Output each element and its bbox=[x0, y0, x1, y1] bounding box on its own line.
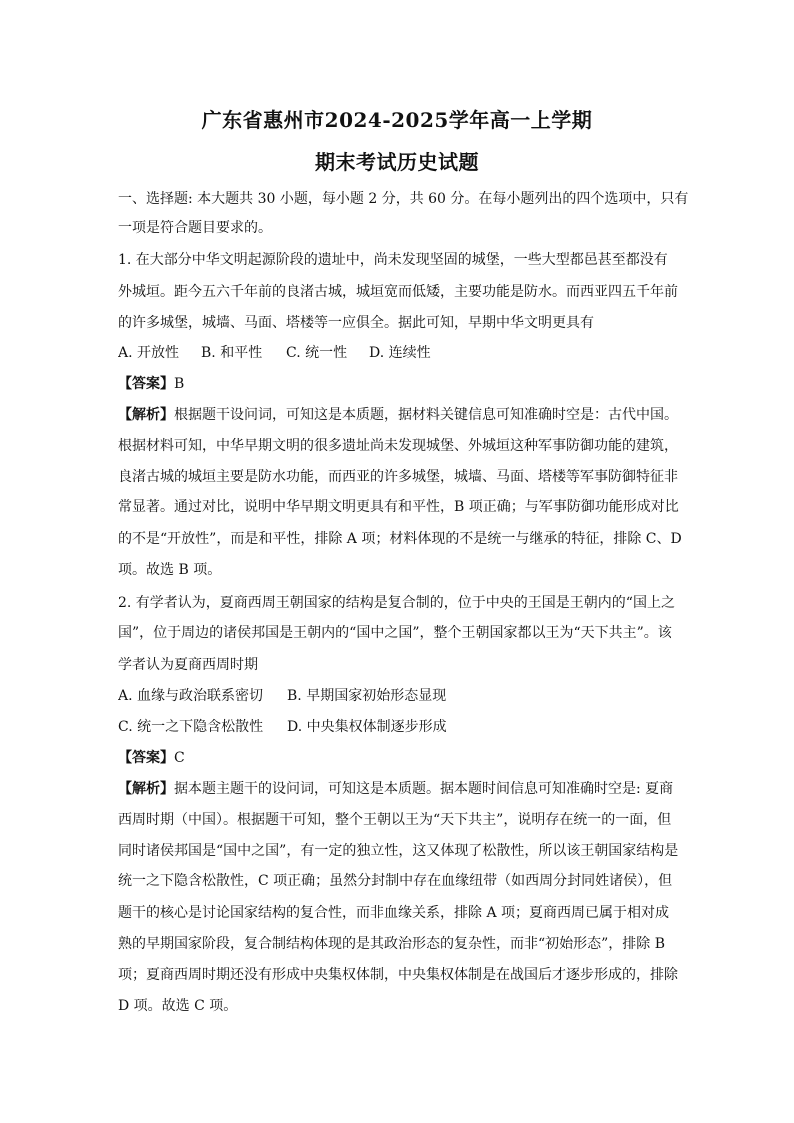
q1-analysis-line: 常显著。通过对比，说明中华早期文明更具有和平性，B 项正确；与军事防御功能形成对比 bbox=[118, 499, 679, 515]
q2-stem-line: 2. 有学者认为，夏商西周王朝国家的结构是复合制的，位于中央的王国是王朝内的“国上之 bbox=[118, 595, 675, 611]
q1-options bbox=[118, 343, 688, 363]
q1-analysis-text: 根据题干设问词，可知这是本质题，据材料关键信息可知准确时空是：古代中国。 bbox=[174, 407, 678, 423]
section-header-line: 一项是符合题目要求的。 bbox=[118, 220, 272, 236]
q1-option-b: B. 和平性 bbox=[201, 345, 263, 361]
analysis-tag: 【解析】 bbox=[118, 407, 174, 423]
q2-option-b: B. 早期国家初始形态显现 bbox=[287, 688, 447, 704]
q2-option-a: A. 血缘与政治联系密切 bbox=[118, 688, 264, 704]
q2-answer bbox=[118, 748, 688, 768]
q2-analysis-line: 同时诸侯邦国是“国中之国”，有一定的独立性，这又体现了松散性，所以该王朝国家结构是 bbox=[118, 843, 679, 859]
q2-analysis-line: 统一之下隐含松散性，C 项正确；虽然分封制中存在血缘纽带（如西周分封同姓诸侯），但 bbox=[118, 873, 673, 889]
q1-analysis-line: 良渚古城的城垣主要是防水功能，而西亚的许多城堡，城墙、马面、塔楼等军事防御特征非 bbox=[118, 469, 678, 485]
q2-stem-line: 国”，位于周边的诸侯邦国是王朝内的“国中之国”，整个王朝国家都以王为“天下共主”。该 bbox=[118, 625, 672, 641]
q1-analysis-line bbox=[118, 405, 688, 425]
answer-tag: 【答案】 bbox=[118, 376, 174, 392]
q1-analysis-line: 根据材料可知，中华早期文明的很多遗址尚未发现城堡、外城垣这种军事防御功能的建筑， bbox=[118, 438, 678, 454]
q1-answer-value: B bbox=[174, 376, 185, 392]
q1-answer bbox=[118, 374, 688, 394]
q2-analysis-line bbox=[118, 779, 688, 799]
q1-option-a: A. 开放性 bbox=[118, 345, 180, 361]
q2-analysis-line: 熟的早期国家阶段，复合制结构体现的是其政治形态的复杂性，而非“初始形态”，排除 B bbox=[118, 936, 666, 952]
q1-option-c: C. 统一性 bbox=[286, 345, 348, 361]
q1-stem-line: 的许多城堡，城墙、马面、塔楼等一应俱全。据此可知，早期中华文明更具有 bbox=[118, 315, 594, 331]
q2-analysis-line: 西周时期（中国）。根据题干可知，整个王朝以王为“天下共主”，说明存在统一的一面，但 bbox=[118, 812, 672, 828]
q1-option-d: D. 连续性 bbox=[369, 345, 431, 361]
page-title: 广东省惠州市2024-2025学年高一上学期 bbox=[201, 108, 593, 132]
q2-answer-value: C bbox=[174, 750, 185, 766]
q2-analysis-line: 项；夏商西周时期还没有形成中央集权体制，中央集权体制是在战国后才逐步形成的，排除 bbox=[118, 967, 678, 983]
q1-stem-line: 1. 在大部分中华文明起源阶段的遗址中，尚未发现坚固的城堡，一些大型都邑甚至都没有 bbox=[118, 252, 668, 268]
q2-option-c: C. 统一之下隐含松散性 bbox=[118, 719, 264, 735]
q2-options-row bbox=[118, 717, 688, 737]
page-subtitle: 期末考试历史试题 bbox=[315, 150, 479, 174]
q2-options-row bbox=[118, 686, 688, 706]
q1-analysis-line: 项。故选 B 项。 bbox=[118, 562, 222, 578]
q2-analysis-line: 题干的核心是讨论国家结构的复合性，而非血缘关系，排除 A 项；夏商西周已属于相对成 bbox=[118, 905, 670, 921]
q2-analysis-text: 据本题主题干的设问词，可知这是本质题。据本题时间信息可知准确时空是: 夏商 bbox=[174, 781, 674, 797]
q1-stem-line: 外城垣。距今五六千年前的良渚古城，城垣宽而低矮，主要功能是防水。而西亚四五千年前 bbox=[118, 284, 678, 300]
q2-analysis-line: D 项。故选 C 项。 bbox=[118, 998, 238, 1014]
analysis-tag: 【解析】 bbox=[118, 781, 174, 797]
q2-option-d: D. 中央集权体制逐步形成 bbox=[287, 719, 447, 735]
q1-analysis-line: 的不是“开放性”，而是和平性，排除 A 项；材料体现的不是统一与继承的特征，排除 C、D bbox=[118, 531, 682, 547]
section-header-line: 一、选择题: 本大题共 30 小题，每小题 2 分，共 60 分。在每小题列出的四个选项中，只有 bbox=[118, 191, 688, 207]
q2-stem-line: 学者认为夏商西周时期 bbox=[118, 657, 258, 673]
answer-tag: 【答案】 bbox=[118, 750, 174, 766]
